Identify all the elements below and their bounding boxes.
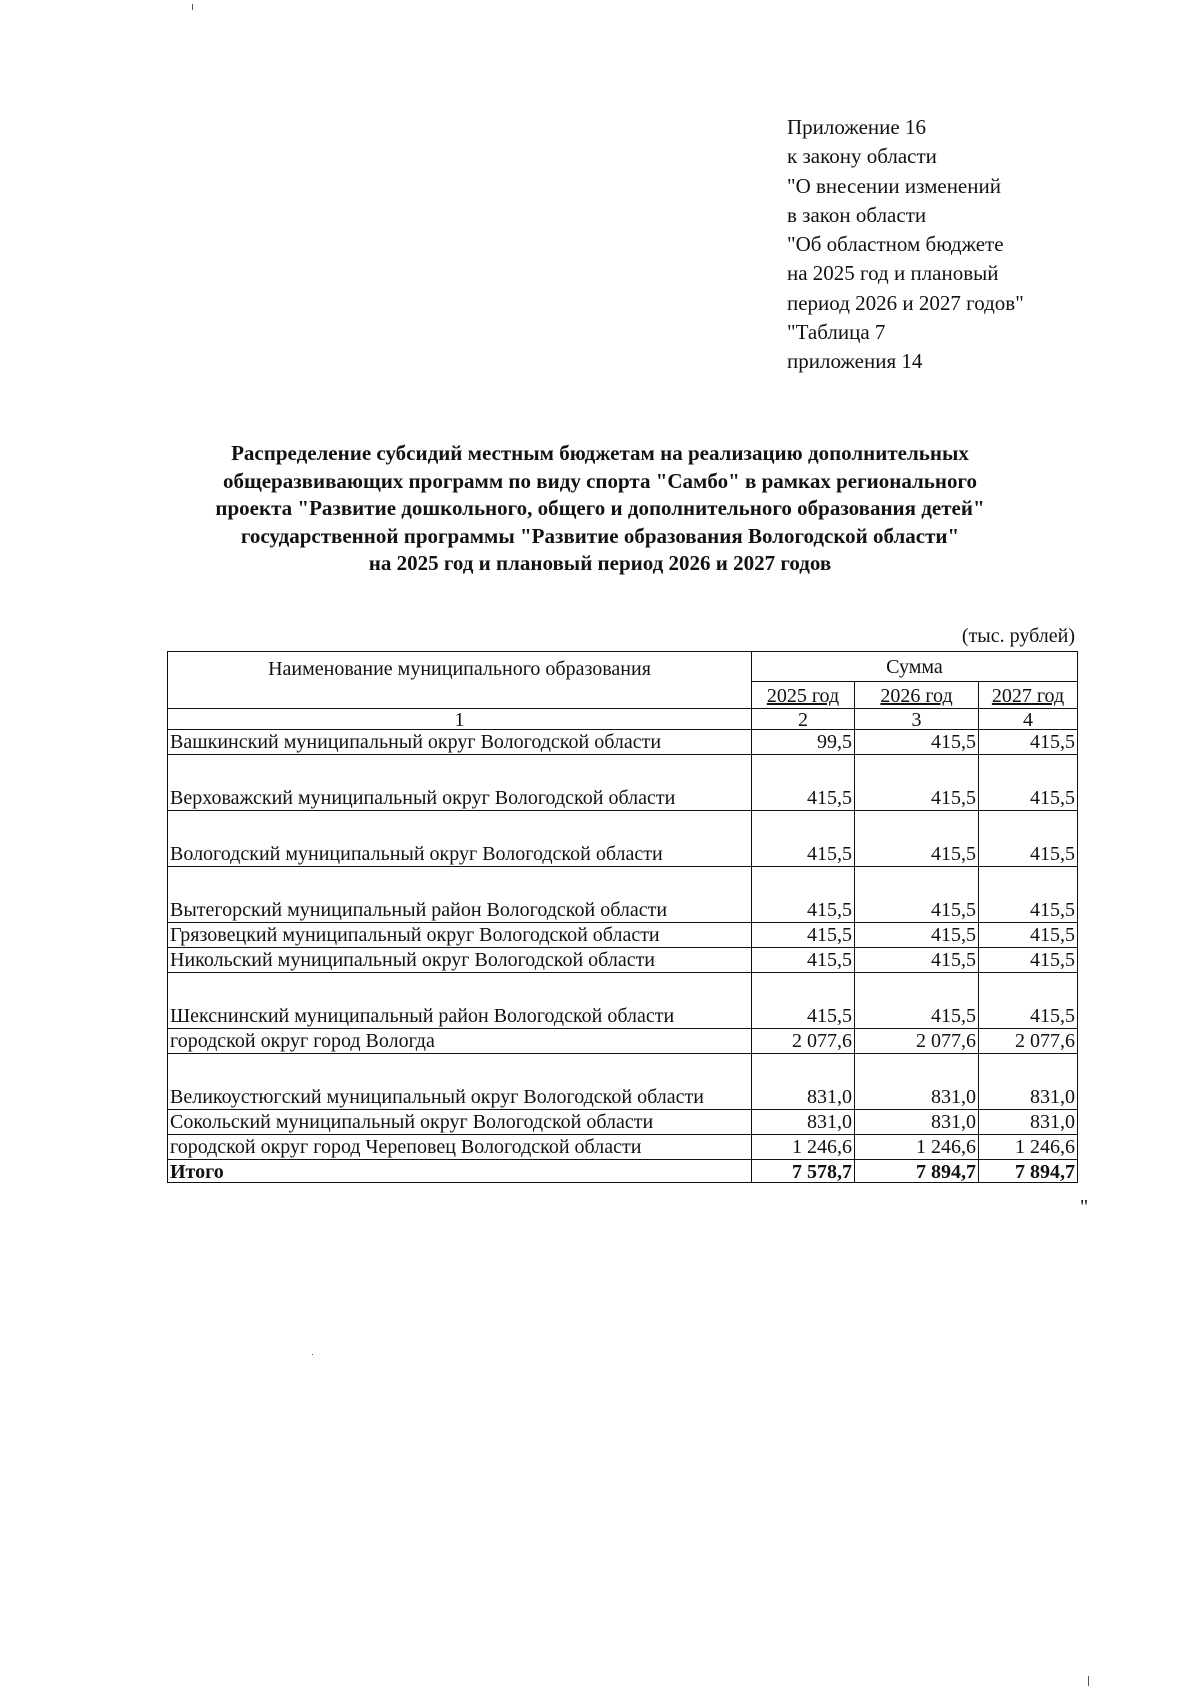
- scan-speck: [192, 4, 193, 10]
- column-number: 4: [979, 709, 1078, 730]
- appendix-line: в закон области: [787, 202, 927, 227]
- table-row: [168, 730, 1078, 755]
- municipality-name: городской округ город Вологда: [168, 1029, 752, 1054]
- municipality-name: Сокольский муниципальный округ Вологодской области: [168, 1110, 752, 1135]
- title-line: Распределение субсидий местным бюджетам на реализацию дополнительных: [231, 441, 969, 465]
- municipality-name: Грязовецкий муниципальный округ Вологодской области: [168, 923, 752, 948]
- appendix-line: Приложение 16: [787, 115, 926, 139]
- amount-2025: 99,5: [752, 730, 855, 755]
- municipality-name: Вытегорский муниципальный район Вологодской области: [168, 867, 752, 923]
- amount-2027: 415,5: [979, 973, 1078, 1029]
- document-title: [150, 440, 1050, 578]
- amount-2026: 1 246,6: [855, 1135, 979, 1160]
- municipality-name: Шекснинский муниципальный район Вологодской области: [168, 973, 752, 1029]
- column-number: 1: [168, 709, 752, 730]
- column-number-row: [168, 709, 1078, 730]
- amount-2027: 831,0: [979, 1110, 1078, 1135]
- table-row: [168, 1135, 1078, 1160]
- amount-2027: 415,5: [979, 755, 1078, 811]
- amount-2027: 831,0: [979, 1054, 1078, 1110]
- amount-2025: 415,5: [752, 755, 855, 811]
- appendix-line: "О внесении изменений: [787, 173, 1001, 198]
- municipality-name: Верховажский муниципальный округ Вологодской области: [168, 755, 752, 811]
- amount-2027: 2 077,6: [979, 1029, 1078, 1054]
- header-year-2025: 2025 год: [752, 682, 855, 709]
- table-row: [168, 1054, 1078, 1110]
- amount-2026: 415,5: [855, 755, 979, 811]
- table-row: [168, 973, 1078, 1029]
- amount-2025: 831,0: [752, 1110, 855, 1135]
- amount-2026: 415,5: [855, 948, 979, 973]
- header-year-2027: 2027 год: [979, 682, 1078, 709]
- municipality-name: Вашкинский муниципальный округ Вологодской области: [168, 730, 752, 755]
- amount-2025: 2 077,6: [752, 1029, 855, 1054]
- title-line: общеразвивающих программ по виду спорта "Самбо" в рамках регионального: [222, 468, 978, 493]
- total-label: Итого: [168, 1160, 752, 1183]
- table-row: [168, 923, 1078, 948]
- table-row: [168, 1110, 1078, 1135]
- amount-2027: 415,5: [979, 811, 1078, 867]
- closing-quote-mark: ": [1080, 1196, 1089, 1218]
- appendix-line: к закону области: [787, 144, 937, 169]
- table-row: [168, 755, 1078, 811]
- header-sum: Сумма: [752, 652, 1078, 682]
- amount-2025: 415,5: [752, 948, 855, 973]
- amount-2026: 415,5: [855, 811, 979, 867]
- subsidy-table: [167, 651, 1078, 1183]
- unit-label: (тыс. рублей): [961, 625, 1075, 647]
- amount-2026: 2 077,6: [855, 1029, 979, 1054]
- amount-2026: 415,5: [855, 867, 979, 923]
- title-line: проекта "Развитие дошкольного, общего и дополнительного образования детей": [215, 496, 985, 520]
- appendix-reference: [787, 113, 1107, 377]
- municipality-name: Вологодский муниципальный округ Вологодской области: [168, 811, 752, 867]
- table-row: [168, 1029, 1078, 1054]
- amount-2026: 415,5: [855, 923, 979, 948]
- amount-2026: 831,0: [855, 1110, 979, 1135]
- appendix-line: на 2025 год и плановый: [787, 261, 999, 286]
- scan-speck: [1088, 1676, 1089, 1686]
- amount-2025: 415,5: [752, 973, 855, 1029]
- amount-2027: 415,5: [979, 923, 1078, 948]
- amount-2025: 831,0: [752, 1054, 855, 1110]
- amount-2025: 415,5: [752, 811, 855, 867]
- amount-2027: 415,5: [979, 730, 1078, 755]
- appendix-line: "Об областном бюджете: [787, 232, 1004, 257]
- column-number: 2: [752, 709, 855, 730]
- scan-speck: [312, 1354, 313, 1355]
- amount-2026: 831,0: [855, 1054, 979, 1110]
- total-row: [168, 1160, 1078, 1183]
- title-line: государственной программы "Развитие образования Вологодской области": [240, 523, 960, 548]
- table-row: [168, 948, 1078, 973]
- municipality-name: Никольский муниципальный округ Вологодской области: [168, 948, 752, 973]
- total-2026: 7 894,7: [855, 1160, 979, 1183]
- appendix-line: период 2026 и 2027 годов": [787, 290, 1024, 315]
- municipality-name: Великоустюгский муниципальный округ Вологодской области: [168, 1054, 752, 1110]
- total-2025: 7 578,7: [752, 1160, 855, 1183]
- header-year-2026: 2026 год: [855, 682, 979, 709]
- column-number: 3: [855, 709, 979, 730]
- amount-2027: 1 246,6: [979, 1135, 1078, 1160]
- amount-2025: 415,5: [752, 923, 855, 948]
- title-line: на 2025 год и плановый период 2026 и 2027 годов: [368, 551, 832, 575]
- total-2027: 7 894,7: [979, 1160, 1078, 1183]
- appendix-line: "Таблица 7: [787, 320, 886, 345]
- amount-2026: 415,5: [855, 730, 979, 755]
- amount-2027: 415,5: [979, 948, 1078, 973]
- municipality-name: городской округ город Череповец Вологодской области: [168, 1135, 752, 1160]
- header-row: [168, 652, 1078, 682]
- table-row: [168, 811, 1078, 867]
- header-name: Наименование муниципального образования: [168, 652, 752, 709]
- amount-2025: 415,5: [752, 867, 855, 923]
- amount-2026: 415,5: [855, 973, 979, 1029]
- table-row: [168, 867, 1078, 923]
- amount-2025: 1 246,6: [752, 1135, 855, 1160]
- appendix-line: приложения 14: [787, 349, 923, 374]
- amount-2027: 415,5: [979, 867, 1078, 923]
